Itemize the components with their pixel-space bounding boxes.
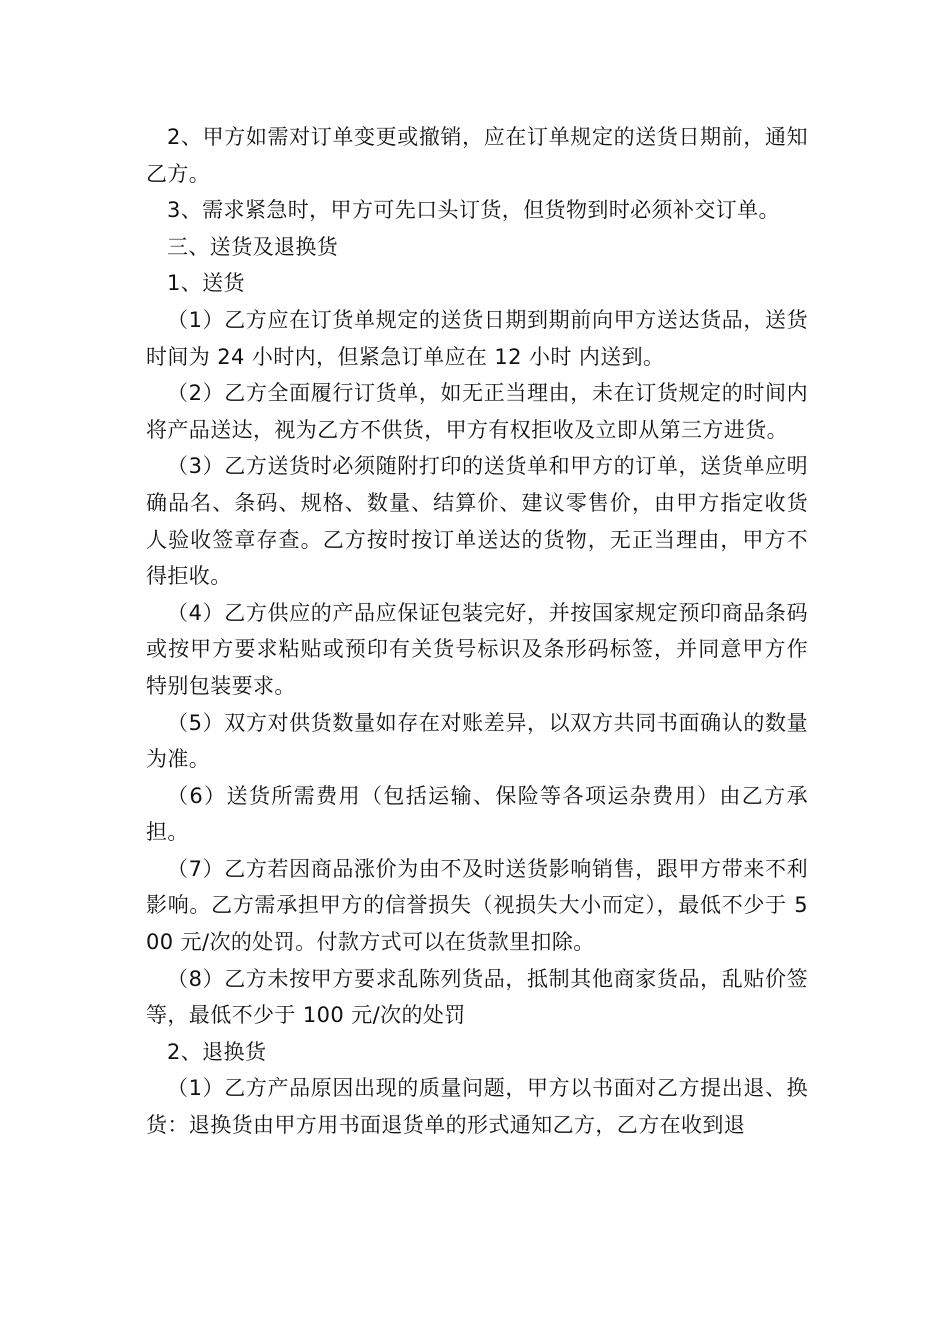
delivery-item-6: （6）送货所需费用（包括运输、保险等各项运杂费用）由乙方承担。 (146, 783, 808, 845)
delivery-item-5: （5）双方对供货数量如存在对账差异，以双方共同书面确认的数量为准。 (146, 710, 808, 772)
delivery-item-3: （3）乙方送货时必须随附打印的送货单和甲方的订单，送货单应明确品名、条码、规格、数量、结算价、建议零售价，由甲方指定收货人验收签章存查。乙方按时按订单送达的货物，无正当理由，甲方不得拒收。 (146, 454, 808, 589)
clause-3-urgent-order: 3、需求紧急时，甲方可先口头订货，但货物到时必须补交订单。 (167, 198, 780, 223)
clause-2-order-change: 2、甲方如需对订单变更或撤销，应在订单规定的送货日期前，通知乙方。 (146, 125, 808, 186)
document-body (146, 119, 808, 1144)
delivery-item-4: （4）乙方供应的产品应保证包装完好，并按国家规定预印商品条码或按甲方要求粘贴或预印有关货号标识及条形码标签，并同意甲方作特别包装要求。 (146, 600, 808, 698)
subsection-heading-delivery: 1、送货 (167, 271, 245, 296)
delivery-item-1: （1）乙方应在订货单规定的送货日期到期前向甲方送达货品，送货时间为 24 小时内，但紧急订单应在 12 小时 内送到。 (146, 307, 808, 369)
delivery-item-8: （8）乙方未按甲方要求乱陈列货品，抵制其他商家货品，乱贴价签等，最低不少于 100 元/次的处罚 (146, 966, 808, 1028)
delivery-item-2: （2）乙方全面履行订货单，如无正当理由，未在订货规定的时间内将产品送达，视为乙方不供货，甲方有权拒收及立即从第三方进货。 (146, 381, 808, 442)
returns-item-1: （1）乙方产品原因出现的质量问题，甲方以书面对乙方提出退、换货：退换货由甲方用书面退货单的形式通知乙方，乙方在收到退 (146, 1076, 808, 1138)
delivery-item-7: （7）乙方若因商品涨价为由不及时送货影响销售，跟甲方带来不利影响。乙方需承担甲方的信誉损失（视损失大小而定），最低不少于 500 元/次的处罚。付款方式可以在货款里扣除。 (146, 856, 808, 955)
subsection-heading-returns: 2、退换货 (167, 1039, 267, 1064)
section-heading-delivery-returns: 三、送货及退换货 (167, 234, 339, 259)
